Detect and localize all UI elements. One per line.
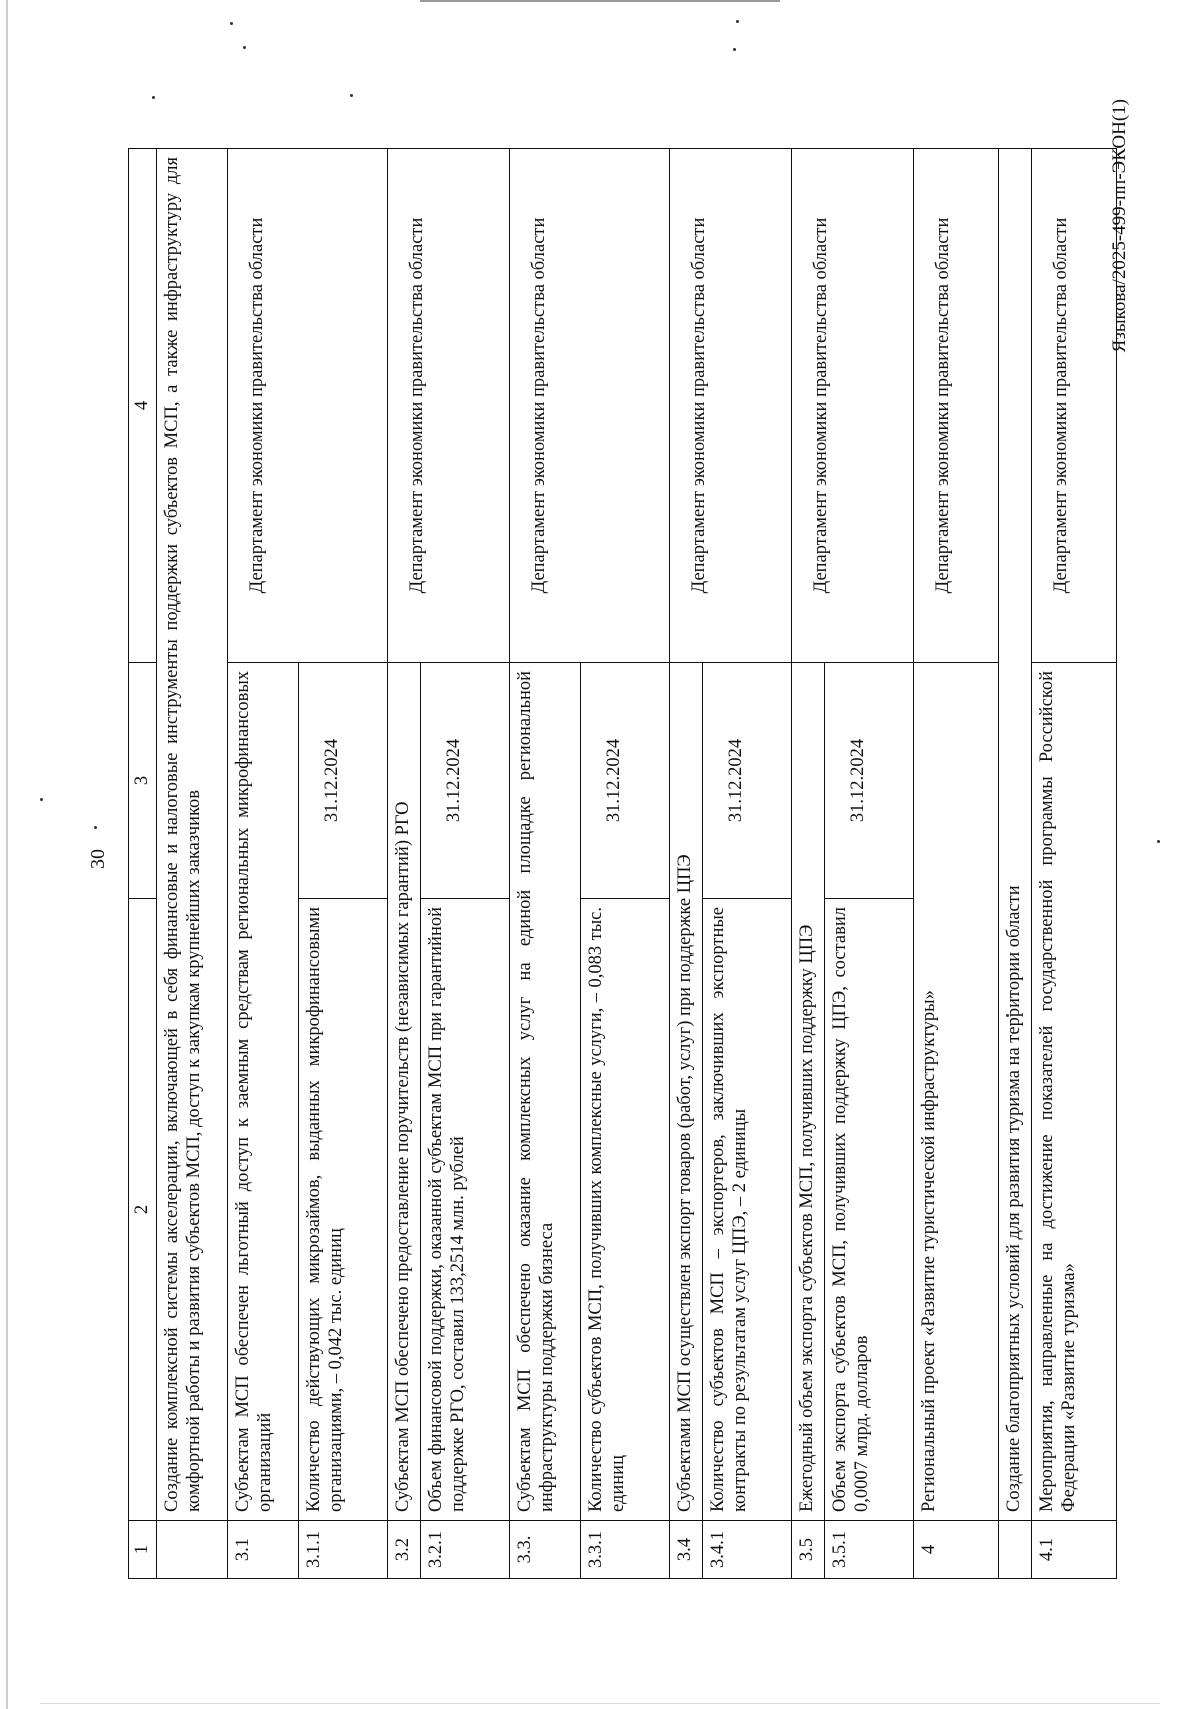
table-row [387,149,420,1579]
header-col-3: 3 [129,663,157,899]
row-number: 3.5 [791,1521,824,1579]
result-text: Субъектам МСП обеспечен льготный доступ к заемным средствам региональных микрофинансовых организаций [227,663,298,1521]
indicator-text: Количество субъектов МСП, получивших комплексные услуги, – 0,083 тыс. единиц [580,899,669,1521]
section-task: Создание комплексной системы акселерации, включающей в себя финансовые и налоговые инструменты поддержки субъектов МСП, а также инфраструктуру для комфортной работы и развития субъектов МСП, доступ к закупкам крупнейших заказчиков [156,149,227,1521]
indicator-text: Количество субъектов МСП – экспортеров, заключивших экспортные контракты по результатам услуг ЦПЭ, – 2 единицы [702,899,791,1521]
deadline-date: 31.12.2024 [702,663,791,899]
deadline-date: 31.12.2024 [824,663,913,899]
result-text: Субъектами МСП осуществлен экспорт товаров (работ, услуг) при поддержке ЦПЭ [669,663,702,1521]
result-text: Мероприятия, направленные на достижение показателей государственной программы Российской Федерации «Развитие туризма» [1031,663,1116,1521]
indicator-text: Объем финансовой поддержки, оказанной субъектам МСП при гарантийной поддержке РГО, составил 133,2514 млн. рублей [420,899,509,1521]
table-row [1031,149,1116,1579]
row-number: 4 [913,1521,998,1579]
page-number: 30 [87,849,109,869]
measures-table [128,148,1117,1579]
deadline-date: 31.12.2024 [580,663,669,899]
row-number: 3.1.1 [298,1521,387,1579]
table-header-row [129,149,157,1579]
result-text: Субъектам МСП обеспечено оказание комплексных услуг на единой площадке региональной инфраструктуры поддержки бизнеса [509,663,580,1521]
responsible-dept: Департамент экономики правительства области [227,149,387,663]
row-number: 3.4.1 [702,1521,791,1579]
indicator-text: Количество действующих микрозаймов, выданных микрофинансовыми организациями, – 0,042 тыс. единиц [298,899,387,1521]
responsible-dept: Департамент экономики правительства области [509,149,669,663]
row-number: 3.3. [509,1521,580,1579]
indicator-text: Объем экспорта субъектов МСП, получивших поддержку ЦПЭ, составил 0,0007 млрд. долларов [824,899,913,1521]
responsible-dept: Департамент экономики правительства области [1031,149,1116,663]
result-text: Ежегодный объем экспорта субъектов МСП, получивших поддержку ЦПЭ [791,663,824,1521]
row-number: 3.1 [227,1521,298,1579]
table-row [791,149,824,1579]
deadline-date: 31.12.2024 [420,663,509,899]
responsible-dept: Департамент экономики правительства области [387,149,509,663]
table-row [998,149,1031,1579]
header-col-2: 2 [129,899,157,1521]
row-number [998,1521,1031,1579]
deadline-date: 31.12.2024 [298,663,387,899]
table-row [227,149,298,1579]
table-row [669,149,702,1579]
responsible-dept: Департамент экономики правительства области [669,149,791,663]
table-row [913,149,998,1579]
row-number: 3.4 [669,1521,702,1579]
document-code: Языкова/2025-499-пп-ЭКОН(1) [1109,99,1130,353]
row-number: 3.3.1 [580,1521,669,1579]
result-text: Субъектам МСП обеспечено предоставление поручительств (независимых гарантий) РГО [387,663,420,1521]
header-col-4: 4 [129,149,157,663]
row-number: 3.2.1 [420,1521,509,1579]
table-row [156,149,227,1579]
row-number: 3.5.1 [824,1521,913,1579]
row-number: 3.2 [387,1521,420,1579]
table-row [509,149,580,1579]
row-number [156,1521,227,1579]
row-number: 4.1 [1031,1521,1116,1579]
responsible-dept: Департамент экономики правительства области [791,149,913,663]
responsible-dept: Департамент экономики правительства области [913,149,998,663]
section-task: Создание благоприятных условий для развития туризма на территории области [998,149,1031,1521]
header-col-1: 1 [129,1521,157,1579]
project-text: Региональный проект «Развитие туристической инфраструктуры» [913,663,998,1521]
